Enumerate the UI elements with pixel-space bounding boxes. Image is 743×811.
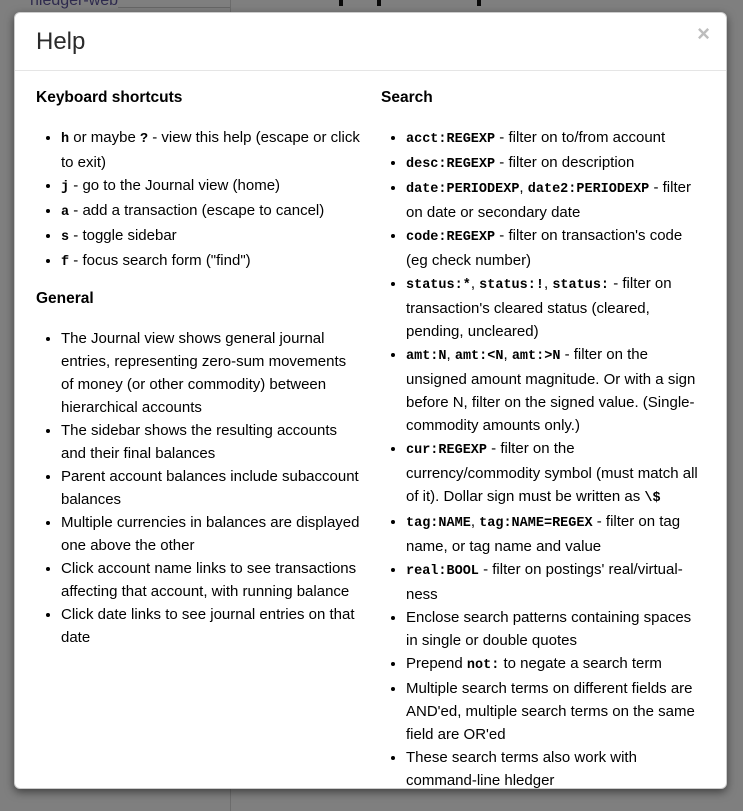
left-column bbox=[36, 86, 360, 789]
modal-body bbox=[15, 71, 726, 789]
code-term: status:* bbox=[406, 278, 471, 293]
help-item: • The sidebar shows the resulting accounts and their final balances bbox=[61, 419, 360, 465]
code-term: a bbox=[61, 205, 70, 220]
help-item: • j - go to the Journal view (home) bbox=[61, 174, 360, 199]
help-item: • f - focus search form ("find") bbox=[61, 249, 360, 274]
code-term: date2:PERIODEXP bbox=[527, 182, 650, 197]
code-term: tag:NAME bbox=[406, 516, 471, 531]
close-button[interactable]: × bbox=[697, 21, 710, 46]
section-heading: Search bbox=[381, 89, 433, 106]
help-list bbox=[381, 126, 705, 789]
code-term: h bbox=[61, 132, 70, 147]
help-item: • desc:REGEXP - filter on description bbox=[406, 151, 705, 176]
help-item: • Prepend not: to negate a search term bbox=[406, 652, 705, 677]
modal-title: Help bbox=[36, 28, 86, 55]
help-modal bbox=[14, 12, 727, 789]
help-item: • h or maybe ? - view this help (escape or click to exit) bbox=[61, 126, 360, 174]
help-item: • cur:REGEXP - filter on the currency/commodity symbol (must match all of it). Dollar sign must be written as \$ bbox=[406, 437, 705, 510]
right-column bbox=[381, 86, 705, 789]
help-item: • status:*, status:!, status: - filter on transaction's cleared status (cleared, pending, uncleared) bbox=[406, 272, 705, 343]
help-item: • Click date links to see journal entries on that date bbox=[61, 603, 360, 649]
code-term: date:PERIODEXP bbox=[406, 182, 520, 197]
code-term: s bbox=[61, 230, 70, 245]
help-list bbox=[36, 327, 360, 649]
section-heading: General bbox=[36, 290, 94, 307]
code-term: not: bbox=[466, 658, 500, 673]
help-item: • tag:NAME, tag:NAME=REGEX - filter on tag name, or tag name and value bbox=[406, 510, 705, 558]
help-item: • real:BOOL - filter on postings' real/virtual-ness bbox=[406, 558, 705, 606]
help-item: • s - toggle sidebar bbox=[61, 224, 360, 249]
modal-header bbox=[15, 13, 726, 71]
code-term: ? bbox=[139, 132, 149, 147]
code-term: status: bbox=[552, 278, 610, 293]
help-item: • The Journal view shows general journal entries, representing zero-sum movements of money (or other commodity) between hierarchical accounts bbox=[61, 327, 360, 419]
code-term: desc:REGEXP bbox=[406, 157, 496, 172]
help-item: • Multiple currencies in balances are displayed one above the other bbox=[61, 511, 360, 557]
code-term: code:REGEXP bbox=[406, 230, 496, 245]
code-term: tag:NAME=REGEX bbox=[479, 516, 593, 531]
help-item: • Multiple search terms on different fields are AND'ed, multiple search terms on the same field are OR'ed bbox=[406, 677, 705, 746]
help-item: • Enclose search patterns containing spaces in single or double quotes bbox=[406, 606, 705, 652]
code-term: amt:>N bbox=[511, 349, 561, 364]
help-item: • date:PERIODEXP, date2:PERIODEXP - filter on date or secondary date bbox=[406, 176, 705, 224]
code-term: status:! bbox=[479, 278, 544, 293]
code-term: cur:REGEXP bbox=[406, 443, 488, 458]
code-term: amt:<N bbox=[454, 349, 504, 364]
help-item: • Parent account balances include subaccount balances bbox=[61, 465, 360, 511]
help-item: • Click account name links to see transactions affecting that account, with running balance bbox=[61, 557, 360, 603]
section-heading: Keyboard shortcuts bbox=[36, 89, 183, 106]
help-item: • These search terms also work with command-line hledger bbox=[406, 746, 705, 789]
help-item: • acct:REGEXP - filter on to/from account bbox=[406, 126, 705, 151]
code-term: f bbox=[61, 255, 70, 270]
help-item: • amt:N, amt:<N, amt:>N - filter on the unsigned amount magnitude. Or with a sign before N, filter on the signed value. (Single-commodity amounts only.) bbox=[406, 343, 705, 437]
code-term: \$ bbox=[644, 491, 661, 506]
code-term: amt:N bbox=[406, 349, 447, 364]
code-term: acct:REGEXP bbox=[406, 132, 496, 147]
help-list bbox=[36, 126, 360, 274]
help-item: • code:REGEXP - filter on transaction's code (eg check number) bbox=[406, 224, 705, 272]
help-item: • a - add a transaction (escape to cancel) bbox=[61, 199, 360, 224]
code-term: j bbox=[61, 180, 70, 195]
code-term: real:BOOL bbox=[406, 564, 479, 579]
